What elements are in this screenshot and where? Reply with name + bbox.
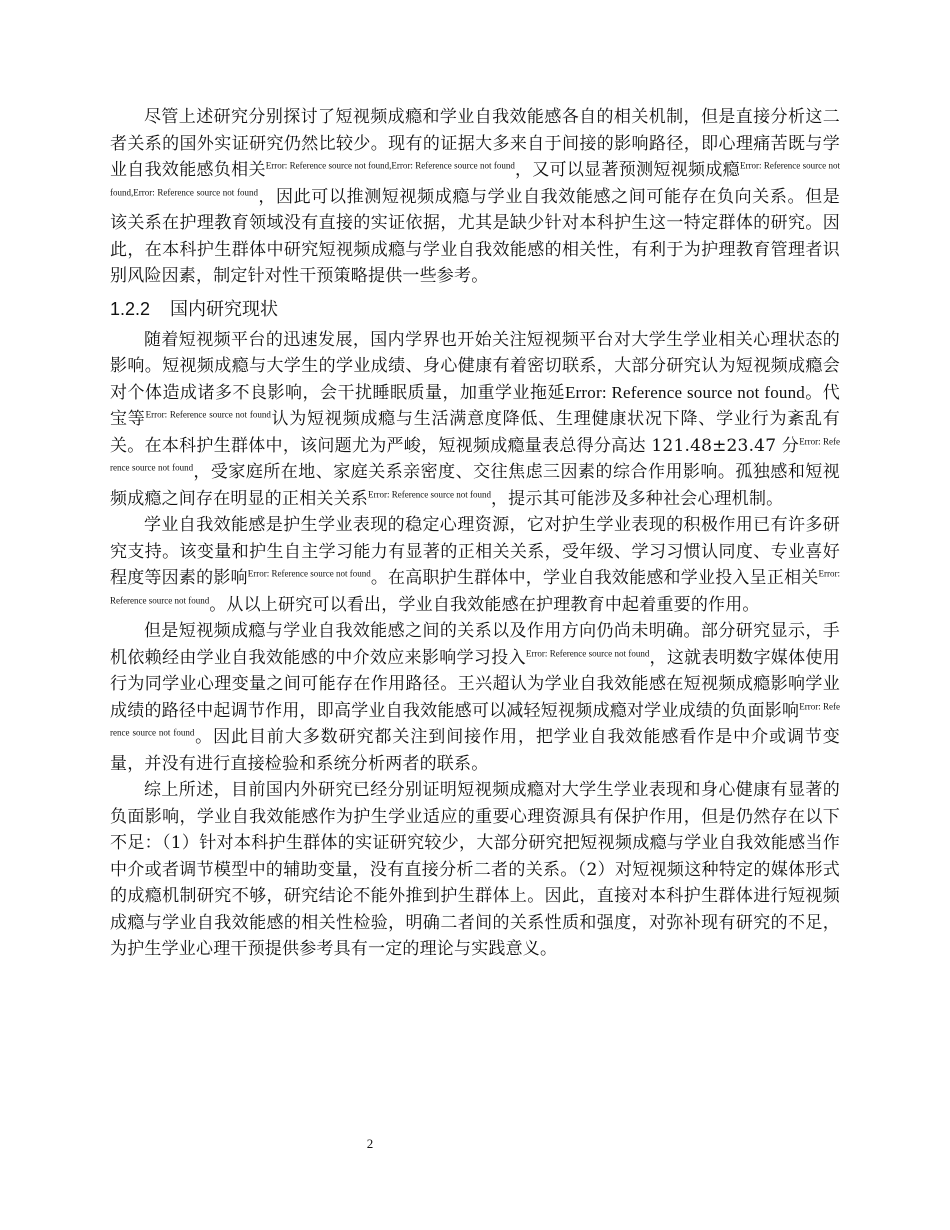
reference-citation[interactable]: Error: Reference source not found <box>247 568 371 579</box>
p2-text-4: ，受家庭所在地、家庭关系亲密度、交往焦虑三因素的综合作用影响。孤独感和短视频成瘾之间存在明显的正相关关系 <box>110 462 840 509</box>
p3-text-2: 。在高职护生群体中，学业自我效能感和学业投入呈正相关 <box>370 568 819 588</box>
p4-text-3: 。因此目前大多数研究都关注到间接作用，把学业自我效能感看作是中介或调节变量，并没有进行直接检验和系统分析两者的联系。 <box>110 727 840 774</box>
p1-text-2: ，又可以显著预测短视频成瘾 <box>514 160 740 180</box>
p4-text-1: 但是短视频成瘾与学业自我效能感之间的关系以及作用方向仍尚未明确。部分研究显示，手机依赖经由学业自我效能感的中介效应来影响学习投入 <box>110 621 840 668</box>
reference-citation[interactable]: Error: Reference source not found <box>110 700 840 738</box>
section-heading <box>110 296 840 323</box>
paragraph-domestic-short-video <box>110 327 840 513</box>
reference-citation[interactable]: Error: Reference source not found <box>525 647 650 658</box>
p3-text-1: 学业自我效能感是护生学业表现的稳定心理资源，它对护生学业表现的积极作用已有许多研究支持。该变量和护生自主学习能力有显著的正相关关系，受年级、学习习惯认同度、专业喜好程度等因素的影响 <box>110 515 840 588</box>
p1-text-3: ，因此可以推测短视频成瘾与学业自我效能感之间可能存在负向关系。但是该关系在护理教育领域没有直接的实证依据，尤其是缺少针对本科护生这一特定群体的研究。因此，在本科护生群体中研究短视频成瘾与学业自我效能感的相关性，有利于为护理教育管理者识别风险因素，制定针对性干预策略提供一些参考。 <box>110 186 840 286</box>
p4-text-2: ，这就表明数字媒体使用行为同学业心理变量之间可能存在作用路径。王兴超认为学业自我效能感在短视频成瘾影响学业成绩的路径中起调节作用，即高学业自我效能感可以减轻短视频成瘾对学业成绩的负面影响 <box>110 647 840 721</box>
reference-citation[interactable]: Error: Reference source not found,Error: Reference source not found <box>110 160 840 197</box>
p2-text-3: 认为短视频成瘾与生活满意度降低、生理健康状况下降、学业行为紊乱有关。在本科护生群体中，该问题尤为严峻，短视频成瘾量表总得分高达 121.48±23.47 分 <box>110 409 840 456</box>
section-number: 1.2.2 <box>110 298 151 319</box>
page-number: 2 <box>366 1136 374 1151</box>
paragraph-self-efficacy <box>110 512 840 618</box>
section-title: 国内研究现状 <box>170 298 279 320</box>
document-page <box>110 104 840 963</box>
p2-text-1: 随着短视频平台的迅速发展，国内学界也开始关注短视频平台对大学生学业相关心理状态的影响。短视频成瘾与大学生的学业成绩、身心健康有着密切联系，大部分研究认为短视频成瘾会对个体造成诸多不良影响，会干扰睡眠质量，加重学业拖延 <box>110 329 840 403</box>
reference-citation[interactable]: Error: Reference source not found,Error: Reference source not found <box>265 160 515 171</box>
reference-citation-inline[interactable]: Error: Reference source not found <box>564 382 805 402</box>
p2-text-5: ，提示其可能涉及多种社会心理机制。 <box>490 488 784 509</box>
p3-text-3: 。从以上研究可以看出，学业自我效能感在护理教育中起着重要的作用。 <box>209 594 760 615</box>
reference-citation[interactable]: Error: Reference source not found <box>368 488 491 499</box>
paragraph-conclusion <box>110 777 840 963</box>
paragraph-relationship-unclear <box>110 618 840 777</box>
reference-citation[interactable]: Error: Reference source not found <box>145 409 271 420</box>
p1-text-1: 尽管上述研究分别探讨了短视频成瘾和学业自我效能感各自的相关机制，但是直接分析这二者关系的国外实证研究仍然比较少。现有的证据大多来自于间接的影响路径，即心理痛苦既与学业自我效能感负相关 <box>110 107 840 180</box>
reference-citation[interactable]: Error: Reference source not found <box>110 568 841 605</box>
p2-text-2: 。代宝等 <box>110 382 840 429</box>
reference-citation[interactable]: Error: Reference source not found <box>110 435 840 473</box>
paragraph-foreign-research-summary <box>110 104 840 290</box>
p5-text-1: 综上所述，目前国内外研究已经分别证明短视频成瘾对大学生学业表现和身心健康有显著的负面影响，学业自我效能感作为护生学业适应的重要心理资源具有保护作用，但是仍然存在以下不足：（1）针对本科护生群体的实证研究较少，大部分研究把短视频成瘾与学业自我效能感当作中介或者调节模型中的辅助变量，没有直接分析二者的关系。（2）对短视频这种特定的媒体形式的成瘾机制研究不够，研究结论不能外推到护生群体上。因此，直接对本科护生群体进行短视频成瘾与学业自我效能感的相关性检验，明确二者间的关系性质和强度，对弥补现有研究的不足，为护生学业心理干预提供参考具有一定的理论与实践意义。 <box>110 780 840 959</box>
